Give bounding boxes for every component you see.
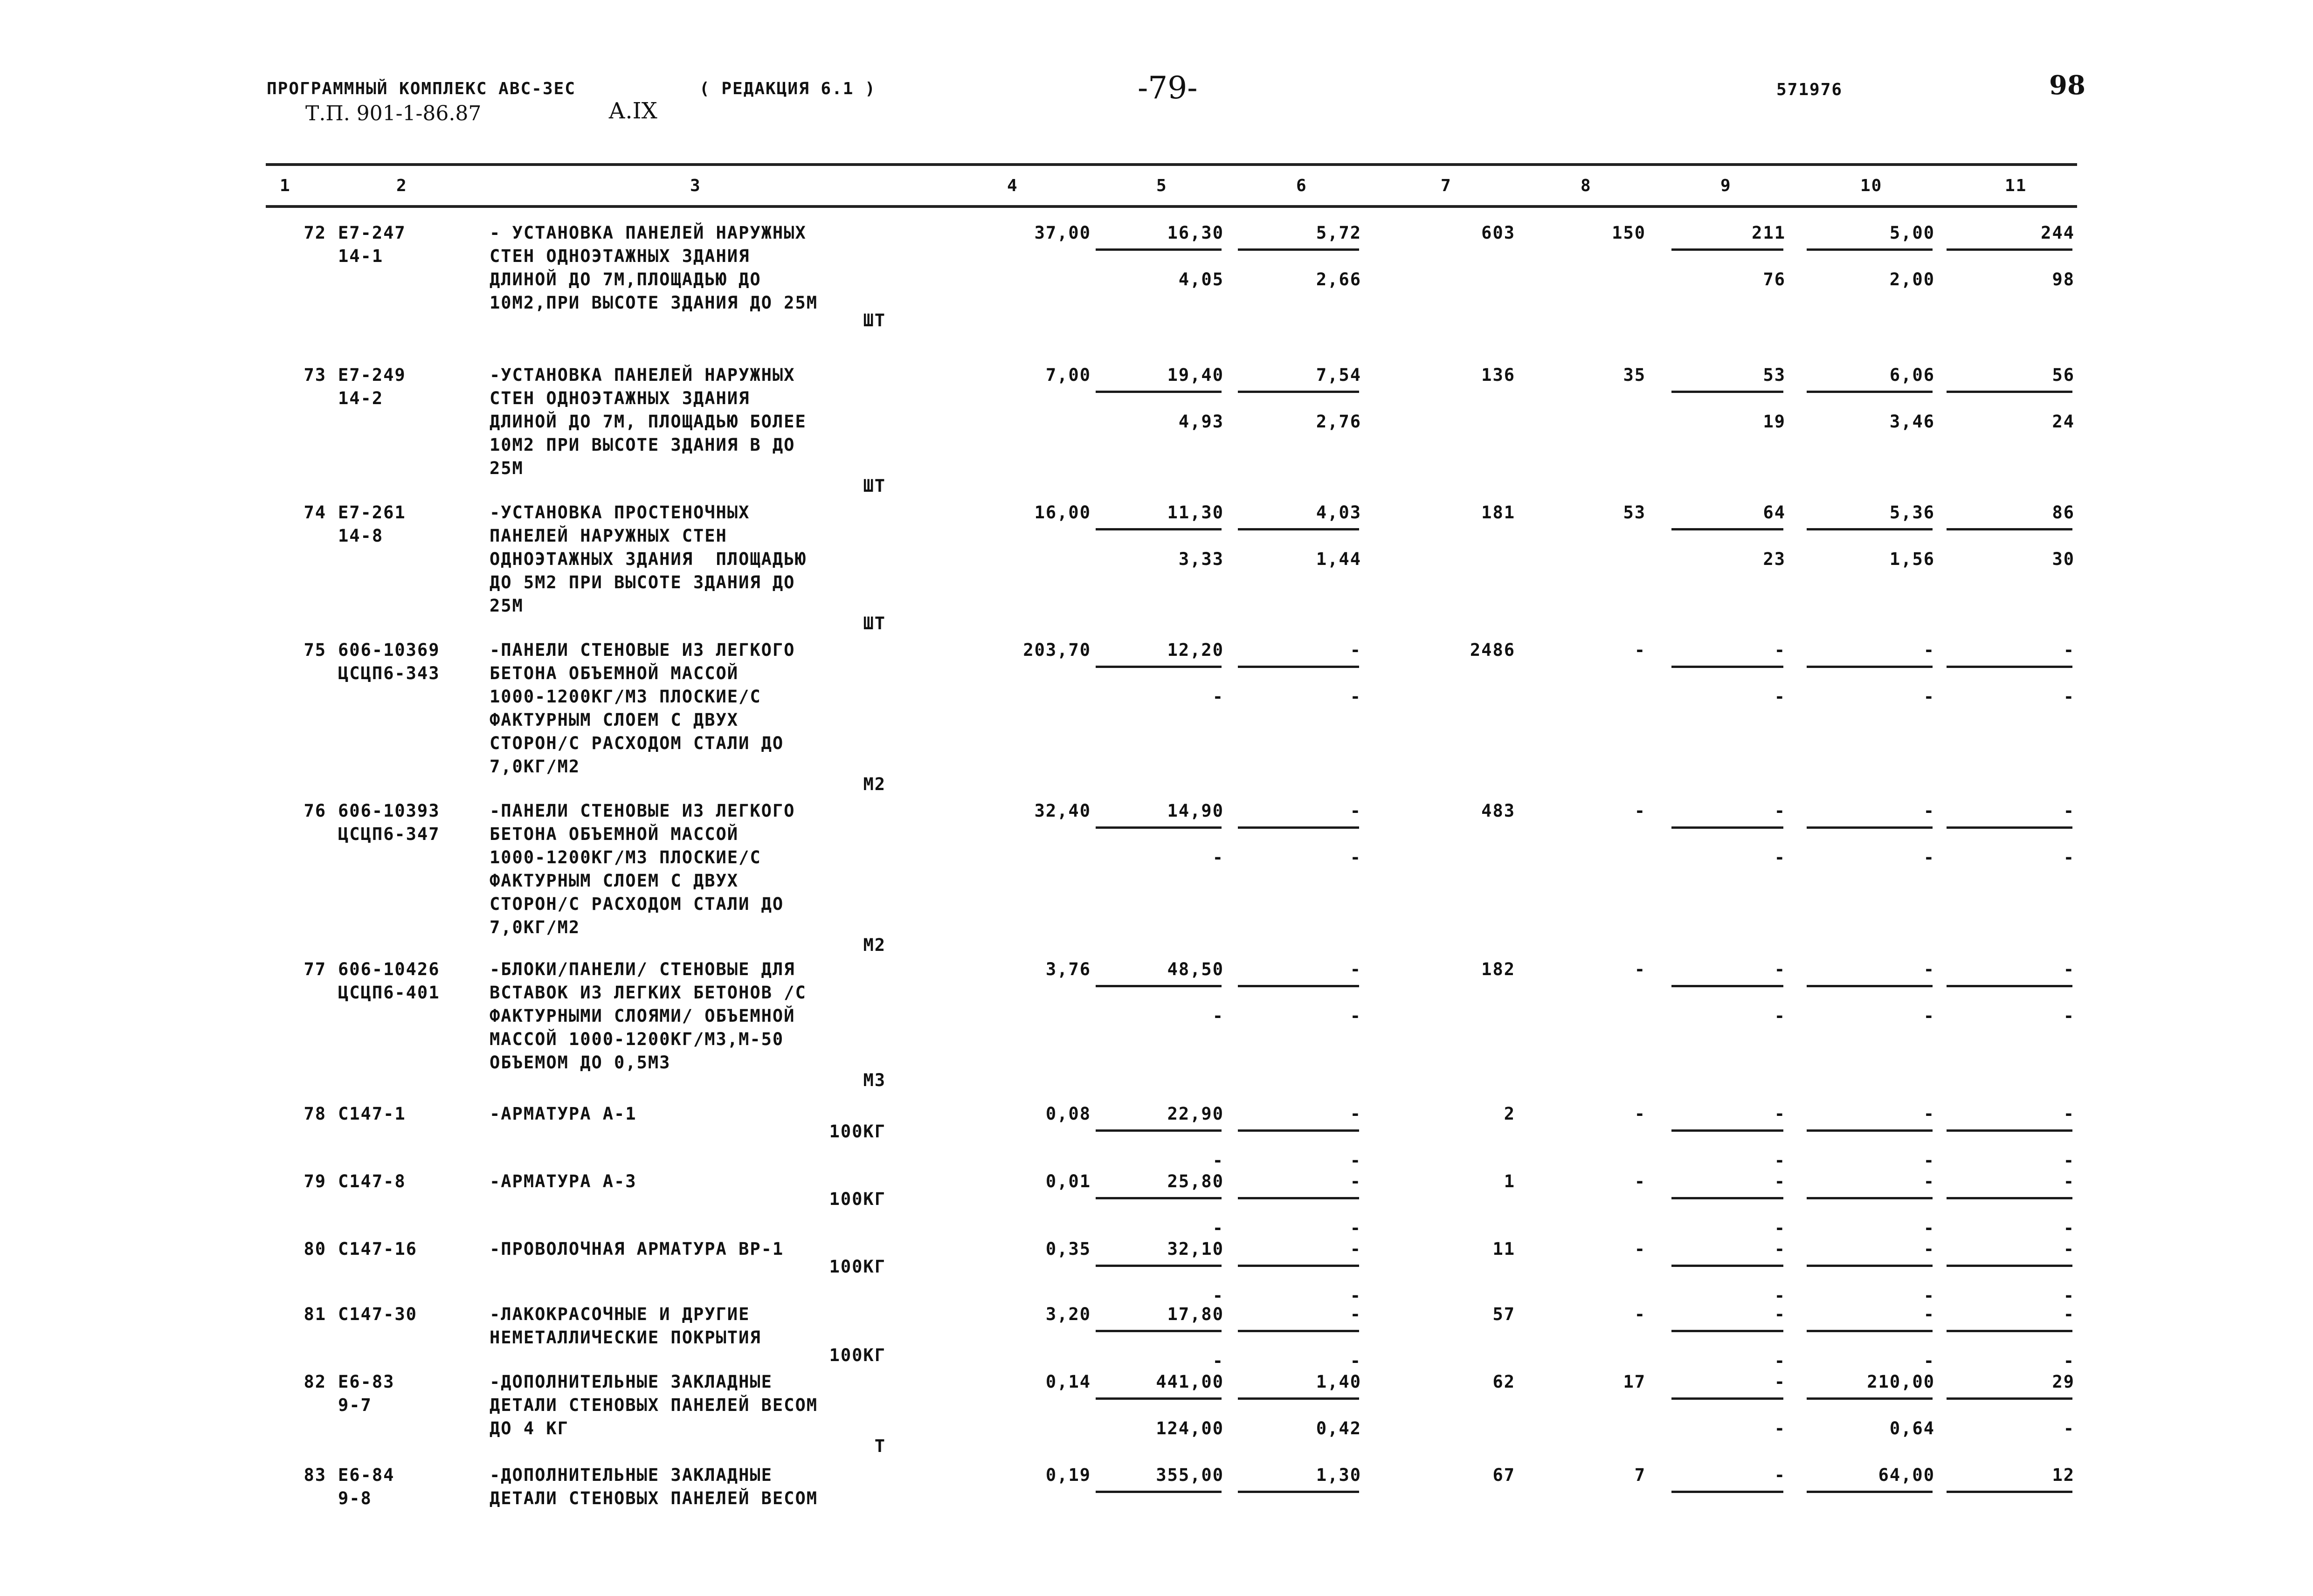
col10-bottom: 2,00 (1889, 269, 1935, 289)
col5-divider (1096, 1397, 1222, 1400)
col9-top: - (1774, 640, 1786, 660)
col11-divider (1947, 826, 2072, 829)
col9-top: - (1774, 1465, 1786, 1485)
col9-divider (1671, 1330, 1783, 1332)
col5-bottom: - (1212, 1006, 1224, 1026)
col5-top: 32,10 (1167, 1239, 1224, 1259)
col9-divider (1671, 985, 1783, 987)
col6-divider (1238, 1491, 1359, 1493)
col8-cell: - (1634, 801, 1646, 821)
column-number-9: 9 (1720, 176, 1732, 195)
col11-divider (1947, 985, 2072, 987)
column-number-1: 1 (280, 176, 291, 195)
col10-top: - (1923, 959, 1935, 979)
col11-bottom: - (2063, 687, 2075, 707)
col5-bottom: - (1212, 1150, 1224, 1170)
col9-divider (1671, 391, 1783, 393)
col11-divider (1947, 1129, 2072, 1132)
col10-bottom: - (1923, 1286, 1935, 1306)
col10-bottom: 0,64 (1889, 1418, 1935, 1438)
col6-divider (1238, 248, 1359, 251)
col5-top: 11,30 (1167, 502, 1224, 523)
col7-cell: 57 (1492, 1304, 1515, 1324)
col11-bottom: - (2063, 1006, 2075, 1026)
col11-top: - (2063, 1104, 2075, 1124)
col9-bottom: - (1774, 1006, 1786, 1026)
col6-top: 1,30 (1316, 1465, 1361, 1485)
col9-divider (1671, 248, 1783, 251)
quantity-cell: 0,19 (1045, 1465, 1091, 1485)
col9-bottom: - (1774, 1150, 1786, 1170)
col10-divider (1807, 1197, 1933, 1199)
col5-bottom: - (1212, 847, 1224, 867)
col10-bottom: - (1923, 1006, 1935, 1026)
album-label: А.IX (608, 98, 657, 124)
row-code: Е7-247 (338, 223, 406, 243)
col6-top: 7,54 (1316, 365, 1361, 385)
row-unit: М2 (863, 774, 886, 794)
col11-divider (1947, 391, 2072, 393)
row-unit: 100КГ (829, 1189, 886, 1209)
col5-divider (1096, 1330, 1222, 1332)
col9-top: - (1774, 1239, 1786, 1259)
col6-divider (1238, 1129, 1359, 1132)
col6-bottom: 2,66 (1316, 269, 1361, 289)
col6-divider (1238, 528, 1359, 530)
col9-bottom: - (1774, 1286, 1786, 1306)
col11-bottom: - (2063, 1286, 2075, 1306)
row-description: -УСТАНОВКА ПРОСТЕНОЧНЫХ ПАНЕЛЕЙ НАРУЖНЫХ СТЕН ОДНОЭТАЖНЫХ ЗДАНИЯ ПЛОЩАДЬЮ ДО 5М2 ПРИ ВЫСОТЕ ЗДАНИЯ ДО 25М (490, 502, 807, 616)
col10-top: - (1923, 1171, 1935, 1191)
sheet-number: 98 (2049, 70, 2085, 101)
col10-top: 5,36 (1889, 502, 1935, 523)
col5-divider (1096, 528, 1222, 530)
row-number: 75 (304, 640, 326, 660)
col5-top: 25,80 (1167, 1171, 1224, 1191)
col11-top: - (2063, 640, 2075, 660)
row-number: 72 (304, 223, 326, 243)
col10-top: - (1923, 1304, 1935, 1324)
quantity-cell: 32,40 (1034, 801, 1091, 821)
col10-bottom: - (1923, 687, 1935, 707)
col11-top: 12 (2052, 1465, 2075, 1485)
col10-divider (1807, 528, 1933, 530)
col7-cell: 11 (1492, 1239, 1515, 1259)
col5-divider (1096, 1265, 1222, 1267)
column-number-3: 3 (690, 176, 701, 195)
col5-bottom: 4,05 (1178, 269, 1224, 289)
row-number: 78 (304, 1104, 326, 1124)
col8-cell: - (1634, 959, 1646, 979)
row-code: 9-8 (338, 1488, 372, 1508)
col8-cell: - (1634, 1304, 1646, 1324)
col7-cell: 67 (1492, 1465, 1515, 1485)
col9-top: 53 (1763, 365, 1786, 385)
col9-top: 64 (1763, 502, 1786, 523)
col9-bottom: 19 (1763, 412, 1786, 432)
row-code: 14-8 (338, 526, 384, 546)
col10-top: - (1923, 1239, 1935, 1259)
col6-bottom: 0,42 (1316, 1418, 1361, 1438)
col5-bottom: 4,93 (1178, 412, 1224, 432)
col8-cell: 7 (1634, 1465, 1646, 1485)
row-unit: М2 (863, 935, 886, 955)
row-unit: ШТ (863, 613, 886, 633)
col7-cell: 2486 (1470, 640, 1515, 660)
col5-bottom: - (1212, 1286, 1224, 1306)
col6-bottom: 1,44 (1316, 549, 1361, 569)
col5-top: 22,90 (1167, 1104, 1224, 1124)
row-number: 74 (304, 502, 326, 523)
row-unit: ШТ (863, 310, 886, 330)
col6-top: - (1350, 959, 1361, 979)
col10-divider (1807, 1129, 1933, 1132)
col8-cell: 35 (1623, 365, 1646, 385)
column-number-10: 10 (1860, 176, 1883, 195)
col7-cell: 1 (1504, 1171, 1515, 1191)
program-title: ПРОГРАММНЫЙ КОМПЛЕКС АВС-ЗЕС (267, 79, 576, 98)
col11-divider (1947, 666, 2072, 668)
col7-cell: 181 (1481, 502, 1515, 523)
col11-top: 56 (2052, 365, 2075, 385)
col9-top: - (1774, 1372, 1786, 1392)
col7-cell: 182 (1481, 959, 1515, 979)
col5-bottom: - (1212, 1218, 1224, 1238)
row-unit: 100КГ (829, 1121, 886, 1142)
col6-top: - (1350, 1304, 1361, 1324)
col11-top: 29 (2052, 1372, 2075, 1392)
col11-bottom: - (2063, 1218, 2075, 1238)
quantity-cell: 0,01 (1045, 1171, 1091, 1191)
row-number: 73 (304, 365, 326, 385)
col6-bottom: - (1350, 1286, 1361, 1306)
row-code: С147-16 (338, 1239, 417, 1259)
row-description: -ДОПОЛНИТЕЛЬНЫЕ ЗАКЛАДНЫЕ ДЕТАЛИ СТЕНОВЫХ ПАНЕЛЕЙ ВЕСОМ ДО 4 КГ (490, 1372, 818, 1438)
col11-divider (1947, 248, 2072, 251)
quantity-cell: 3,76 (1045, 959, 1091, 979)
col5-divider (1096, 666, 1222, 668)
row-code: С147-8 (338, 1171, 406, 1191)
col11-bottom: - (2063, 1351, 2075, 1371)
col11-top: 244 (2041, 223, 2075, 243)
col5-top: 12,20 (1167, 640, 1224, 660)
column-number-11: 11 (2005, 176, 2027, 195)
col8-cell: 17 (1623, 1372, 1646, 1392)
col6-bottom: - (1350, 1150, 1361, 1170)
col6-bottom: - (1350, 1218, 1361, 1238)
col5-divider (1096, 1491, 1222, 1493)
col11-top: - (2063, 959, 2075, 979)
col11-top: - (2063, 1239, 2075, 1259)
col9-bottom: - (1774, 687, 1786, 707)
col9-top: - (1774, 801, 1786, 821)
col8-cell: - (1634, 1171, 1646, 1191)
col9-divider (1671, 528, 1783, 530)
col10-divider (1807, 248, 1933, 251)
col11-divider (1947, 1330, 2072, 1332)
col9-divider (1671, 1129, 1783, 1132)
col7-cell: 603 (1481, 223, 1515, 243)
col9-top: 211 (1752, 223, 1786, 243)
col5-divider (1096, 248, 1222, 251)
col10-bottom: - (1923, 847, 1935, 867)
col8-cell: - (1634, 640, 1646, 660)
page-number: -79- (1138, 70, 1198, 106)
col9-bottom: - (1774, 1218, 1786, 1238)
row-code: Е6-84 (338, 1465, 395, 1485)
col11-top: 86 (2052, 502, 2075, 523)
col10-bottom: 3,46 (1889, 412, 1935, 432)
col11-divider (1947, 1491, 2072, 1493)
col10-bottom: - (1923, 1150, 1935, 1170)
row-code: 606-10426 (338, 959, 440, 979)
edition-label: ( РЕДАКЦИЯ 6.1 ) (699, 79, 876, 98)
column-number-4: 4 (1007, 176, 1018, 195)
col7-cell: 136 (1481, 365, 1515, 385)
row-unit: М3 (863, 1070, 886, 1090)
column-number-7: 7 (1441, 176, 1452, 195)
col11-top: - (2063, 801, 2075, 821)
quantity-cell: 16,00 (1034, 502, 1091, 523)
quantity-cell: 7,00 (1045, 365, 1091, 385)
col10-top: 64,00 (1878, 1465, 1935, 1485)
document-code: 571976 (1776, 80, 1843, 99)
quantity-cell: 37,00 (1034, 223, 1091, 243)
col6-divider (1238, 1197, 1359, 1199)
col8-cell: 150 (1612, 223, 1646, 243)
row-code: Е7-261 (338, 502, 406, 523)
col10-divider (1807, 985, 1933, 987)
quantity-cell: 0,35 (1045, 1239, 1091, 1259)
row-description: -ПРОВОЛОЧНАЯ АРМАТУРА ВР-1 (490, 1239, 784, 1259)
col5-top: 14,90 (1167, 801, 1224, 821)
col10-divider (1807, 1397, 1933, 1400)
row-description: -ЛАКОКРАСОЧНЫЕ И ДРУГИЕ НЕМЕТАЛЛИЧЕСКИЕ ПОКРЫТИЯ (490, 1304, 761, 1348)
col11-bottom: 24 (2052, 412, 2075, 432)
row-description: -БЛОКИ/ПАНЕЛИ/ СТЕНОВЫЕ ДЛЯ ВСТАВОК ИЗ ЛЕГКИХ БЕТОНОВ /С ФАКТУРНЫМИ СЛОЯМИ/ ОБЪЕМНОЙ МАССОЙ 1000-1200КГ/М3,М-50 ОБЪЕМОМ ДО 0,5М3 (490, 959, 807, 1073)
row-description: -ПАНЕЛИ СТЕНОВЫЕ ИЗ ЛЕГКОГО БЕТОНА ОБЪЕМНОЙ МАССОЙ 1000-1200КГ/М3 ПЛОСКИЕ/С ФАКТУРНЫМ СЛОЕМ С ДВУХ СТОРОН/С РАСХОДОМ СТАЛИ ДО 7,0КГ/М2 (490, 801, 795, 937)
row-code: 606-10393 (338, 801, 440, 821)
col6-top: - (1350, 1239, 1361, 1259)
row-number: 81 (304, 1304, 326, 1324)
col9-top: - (1774, 1304, 1786, 1324)
col6-bottom: - (1350, 847, 1361, 867)
row-description: -АРМАТУРА А-1 (490, 1104, 637, 1124)
col10-divider (1807, 391, 1933, 393)
col8-cell: - (1634, 1239, 1646, 1259)
col11-divider (1947, 1265, 2072, 1267)
col10-bottom: 1,56 (1889, 549, 1935, 569)
col10-top: 5,00 (1889, 223, 1935, 243)
row-unit: Т (874, 1436, 886, 1456)
col11-top: - (2063, 1304, 2075, 1324)
col11-divider (1947, 1197, 2072, 1199)
col11-divider (1947, 528, 2072, 530)
col10-top: - (1923, 801, 1935, 821)
col5-divider (1096, 391, 1222, 393)
col10-top: 210,00 (1867, 1372, 1935, 1392)
col6-divider (1238, 1265, 1359, 1267)
col9-top: - (1774, 1171, 1786, 1191)
row-description: -ПАНЕЛИ СТЕНОВЫЕ ИЗ ЛЕГКОГО БЕТОНА ОБЪЕМНОЙ МАССОЙ 1000-1200КГ/М3 ПЛОСКИЕ/С ФАКТУРНЫМ СЛОЕМ С ДВУХ СТОРОН/С РАСХОДОМ СТАЛИ ДО 7,0КГ/М2 (490, 640, 795, 777)
col11-bottom: - (2063, 1150, 2075, 1170)
row-unit: 100КГ (829, 1257, 886, 1277)
column-number-6: 6 (1296, 176, 1307, 195)
col9-bottom: - (1774, 1351, 1786, 1371)
col10-bottom: - (1923, 1351, 1935, 1371)
col10-top: - (1923, 640, 1935, 660)
header-bottom-rule (266, 205, 2077, 208)
col5-divider (1096, 826, 1222, 829)
col8-cell: 53 (1623, 502, 1646, 523)
col10-divider (1807, 1491, 1933, 1493)
row-description: - УСТАНОВКА ПАНЕЛЕЙ НАРУЖНЫХ СТЕН ОДНОЭТАЖНЫХ ЗДАНИЯ ДЛИНОЙ ДО 7М,ПЛОЩАДЬЮ ДО 10М2,ПРИ ВЫСОТЕ ЗДАНИЯ ДО 25М (490, 223, 818, 313)
row-code: 14-1 (338, 246, 384, 266)
col6-divider (1238, 826, 1359, 829)
col5-top: 19,40 (1167, 365, 1224, 385)
col6-top: - (1350, 1104, 1361, 1124)
col5-top: 16,30 (1167, 223, 1224, 243)
row-number: 82 (304, 1372, 326, 1392)
col6-bottom: - (1350, 687, 1361, 707)
column-number-5: 5 (1156, 176, 1167, 195)
col10-divider (1807, 826, 1933, 829)
col6-top: - (1350, 640, 1361, 660)
col11-bottom: - (2063, 1418, 2075, 1438)
col7-cell: 62 (1492, 1372, 1515, 1392)
row-unit: ШТ (863, 476, 886, 496)
col9-divider (1671, 1197, 1783, 1199)
project-number: Т.П. 901-1-86.87 (305, 102, 482, 125)
col6-divider (1238, 985, 1359, 987)
header-top-rule (266, 163, 2077, 166)
col5-top: 48,50 (1167, 959, 1224, 979)
row-number: 83 (304, 1465, 326, 1485)
col11-divider (1947, 1397, 2072, 1400)
col6-divider (1238, 1397, 1359, 1400)
col9-divider (1671, 1491, 1783, 1493)
col9-bottom: 76 (1763, 269, 1786, 289)
col9-divider (1671, 1265, 1783, 1267)
row-number: 77 (304, 959, 326, 979)
col5-divider (1096, 1129, 1222, 1132)
col10-divider (1807, 1265, 1933, 1267)
col9-divider (1671, 1397, 1783, 1400)
col9-divider (1671, 666, 1783, 668)
col9-top: - (1774, 1104, 1786, 1124)
col11-bottom: 98 (2052, 269, 2075, 289)
row-number: 80 (304, 1239, 326, 1259)
row-description: -ДОПОЛНИТЕЛЬНЫЕ ЗАКЛАДНЫЕ ДЕТАЛИ СТЕНОВЫХ ПАНЕЛЕЙ ВЕСОМ (490, 1465, 818, 1508)
col5-divider (1096, 1197, 1222, 1199)
col9-divider (1671, 826, 1783, 829)
col5-bottom: - (1212, 1351, 1224, 1371)
col5-top: 355,00 (1156, 1465, 1224, 1485)
col9-top: - (1774, 959, 1786, 979)
col6-divider (1238, 391, 1359, 393)
row-code: Е7-249 (338, 365, 406, 385)
col6-top: 1,40 (1316, 1372, 1361, 1392)
row-code: ЦСЦП6-343 (338, 663, 440, 683)
col6-top: - (1350, 1171, 1361, 1191)
col11-top: - (2063, 1171, 2075, 1191)
col6-divider (1238, 1330, 1359, 1332)
row-code: 9-7 (338, 1395, 372, 1415)
col9-bottom: - (1774, 1418, 1786, 1438)
col5-bottom: - (1212, 687, 1224, 707)
col9-bottom: 23 (1763, 549, 1786, 569)
row-code: ЦСЦП6-401 (338, 983, 440, 1003)
row-unit: 100КГ (829, 1345, 886, 1365)
col5-bottom: 124,00 (1156, 1418, 1224, 1438)
row-description: -АРМАТУРА А-3 (490, 1171, 637, 1191)
quantity-cell: 0,14 (1045, 1372, 1091, 1392)
row-code: С147-30 (338, 1304, 417, 1324)
col9-bottom: - (1774, 847, 1786, 867)
row-number: 79 (304, 1171, 326, 1191)
row-code: ЦСЦП6-347 (338, 824, 440, 844)
row-description: -УСТАНОВКА ПАНЕЛЕЙ НАРУЖНЫХ СТЕН ОДНОЭТАЖНЫХ ЗДАНИЯ ДЛИНОЙ ДО 7М, ПЛОЩАДЬЮ БОЛЕЕ 10М2 ПРИ ВЫСОТЕ ЗДАНИЯ В ДО 25М (490, 365, 807, 478)
col6-bottom: - (1350, 1006, 1361, 1026)
col6-top: - (1350, 801, 1361, 821)
col5-top: 441,00 (1156, 1372, 1224, 1392)
col10-divider (1807, 1330, 1933, 1332)
col6-bottom: 2,76 (1316, 412, 1361, 432)
col11-bottom: 30 (2052, 549, 2075, 569)
row-number: 76 (304, 801, 326, 821)
quantity-cell: 203,70 (1023, 640, 1091, 660)
row-code: С147-1 (338, 1104, 406, 1124)
col10-bottom: - (1923, 1218, 1935, 1238)
col11-bottom: - (2063, 847, 2075, 867)
quantity-cell: 3,20 (1045, 1304, 1091, 1324)
col6-top: 5,72 (1316, 223, 1361, 243)
col10-top: - (1923, 1104, 1935, 1124)
col6-top: 4,03 (1316, 502, 1361, 523)
column-number-2: 2 (396, 176, 407, 195)
col10-divider (1807, 666, 1933, 668)
col5-divider (1096, 985, 1222, 987)
row-code: 14-2 (338, 388, 384, 408)
col8-cell: - (1634, 1104, 1646, 1124)
col7-cell: 483 (1481, 801, 1515, 821)
column-number-8: 8 (1581, 176, 1592, 195)
col10-top: 6,06 (1889, 365, 1935, 385)
col5-bottom: 3,33 (1178, 549, 1224, 569)
col6-bottom: - (1350, 1351, 1361, 1371)
col7-cell: 2 (1504, 1104, 1515, 1124)
row-code: 606-10369 (338, 640, 440, 660)
col5-top: 17,80 (1167, 1304, 1224, 1324)
col6-divider (1238, 666, 1359, 668)
row-code: Е6-83 (338, 1372, 395, 1392)
quantity-cell: 0,08 (1045, 1104, 1091, 1124)
